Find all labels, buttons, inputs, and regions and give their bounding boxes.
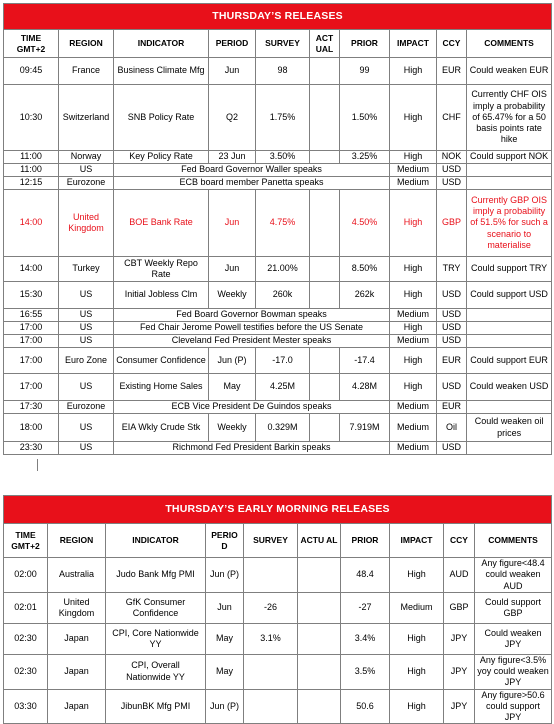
table-row <box>4 190 552 257</box>
thursday-releases-title: THURSDAY’S RELEASES <box>4 4 552 30</box>
cell-ccy: Oil <box>437 414 467 442</box>
table-row <box>4 257 552 282</box>
col-header-indicator: INDICATOR <box>114 30 209 58</box>
cell-impact: High <box>390 282 437 309</box>
col-header-actual: ACT UAL <box>310 30 340 58</box>
cell-region: US <box>59 309 114 322</box>
cell-impact: High <box>390 558 444 593</box>
cell-comments: Could weaken oil prices <box>467 414 552 442</box>
cell-time: 17:00 <box>4 335 59 348</box>
cell-indicator: SNB Policy Rate <box>114 85 209 151</box>
cell-indicator: CPI, Core Nationwide YY <box>106 623 206 654</box>
cell-indicator: BOE Bank Rate <box>114 190 209 257</box>
cell-survey <box>244 689 298 724</box>
col-header-survey: SURVEY <box>244 524 298 558</box>
cell-indicator: Business Climate Mfg <box>114 58 209 85</box>
cell-period: Jun <box>209 58 256 85</box>
cell-ccy: TRY <box>437 257 467 282</box>
cell-time: 02:30 <box>4 654 48 689</box>
cell-ccy: JPY <box>444 623 475 654</box>
cell-region: US <box>59 335 114 348</box>
cell-comments <box>467 164 552 177</box>
cell-time: 02:30 <box>4 623 48 654</box>
cell-comments: Could support USD <box>467 282 552 309</box>
cell-survey: 260k <box>256 282 310 309</box>
table-row <box>4 414 552 442</box>
cell-time: 17:30 <box>4 401 59 414</box>
cell-actual <box>310 282 340 309</box>
col-header-survey: SURVEY <box>256 30 310 58</box>
cell-actual <box>310 414 340 442</box>
col-header-comments: COMMENTS <box>475 524 552 558</box>
cell-period: Weekly <box>209 414 256 442</box>
cell-indicator: GfK Consumer Confidence <box>106 592 206 623</box>
cell-period: Jun (P) <box>209 348 256 374</box>
cell-impact: Medium <box>390 442 437 455</box>
cell-actual <box>298 558 341 593</box>
cell-prior: 48.4 <box>341 558 390 593</box>
table-row <box>4 442 552 455</box>
cell-event: Fed Board Governor Waller speaks <box>114 164 390 177</box>
cell-indicator: Key Policy Rate <box>114 151 209 164</box>
cell-actual <box>310 58 340 85</box>
table-row <box>4 558 552 593</box>
cell-region: US <box>59 322 114 335</box>
cell-comments <box>467 401 552 414</box>
col-header-period: PERIO D <box>206 524 244 558</box>
cell-comments: Any figure>50.6 could support JPY <box>475 689 552 724</box>
table-row <box>4 151 552 164</box>
col-header-prior: PRIOR <box>341 524 390 558</box>
cell-ccy: USD <box>437 322 467 335</box>
cell-region: US <box>59 442 114 455</box>
cell-indicator: Judo Bank Mfg PMI <box>106 558 206 593</box>
col-header-impact: IMPACT <box>390 30 437 58</box>
table-row <box>4 58 552 85</box>
cell-impact: High <box>390 322 437 335</box>
cell-period: Jun <box>209 190 256 257</box>
cell-impact: Medium <box>390 177 437 190</box>
cell-event: Fed Board Governor Bowman speaks <box>114 309 390 322</box>
cell-ccy: USD <box>437 164 467 177</box>
cell-prior: 1.50% <box>340 85 390 151</box>
cell-region: United Kingdom <box>59 190 114 257</box>
cell-region: France <box>59 58 114 85</box>
cell-ccy: CHF <box>437 85 467 151</box>
table-row <box>4 592 552 623</box>
cell-ccy: USD <box>437 442 467 455</box>
cell-impact: Medium <box>390 401 437 414</box>
cell-indicator: JibunBK Mfg PMI <box>106 689 206 724</box>
cell-ccy: GBP <box>444 592 475 623</box>
cell-actual <box>310 257 340 282</box>
cell-prior: 8.50% <box>340 257 390 282</box>
cell-comments: Any figure<48.4 could weaken AUD <box>475 558 552 593</box>
table-row <box>4 85 552 151</box>
table-row <box>4 401 552 414</box>
cell-ccy: USD <box>437 374 467 401</box>
cell-actual <box>298 689 341 724</box>
cell-impact: High <box>390 257 437 282</box>
cell-indicator: EIA Wkly Crude Stk <box>114 414 209 442</box>
cell-actual <box>298 654 341 689</box>
cell-survey: 21.00% <box>256 257 310 282</box>
cell-region: US <box>59 374 114 401</box>
cell-period: Weekly <box>209 282 256 309</box>
cell-prior: 3.5% <box>341 654 390 689</box>
cell-event: Richmond Fed President Barkin speaks <box>114 442 390 455</box>
cell-period: Q2 <box>209 85 256 151</box>
cell-comments: Could support EUR <box>467 348 552 374</box>
table-row <box>4 348 552 374</box>
cell-ccy: EUR <box>437 401 467 414</box>
cell-time: 10:30 <box>4 85 59 151</box>
cell-prior: 99 <box>340 58 390 85</box>
cell-comments <box>467 442 552 455</box>
cell-period: Jun (P) <box>206 558 244 593</box>
col-header-time: TIME GMT+2 <box>4 524 48 558</box>
col-header-ccy: CCY <box>437 30 467 58</box>
cell-region: Norway <box>59 151 114 164</box>
col-header-region: REGION <box>48 524 106 558</box>
cell-ccy: USD <box>437 177 467 190</box>
cell-period: Jun (P) <box>206 689 244 724</box>
cell-prior: 3.4% <box>341 623 390 654</box>
cell-indicator: Initial Jobless Clm <box>114 282 209 309</box>
cell-impact: Medium <box>390 309 437 322</box>
cell-ccy: USD <box>437 282 467 309</box>
cell-survey: 0.329M <box>256 414 310 442</box>
cell-comments: Currently GBP OIS imply a probability of 51.5% for such a scenario to materialise <box>467 190 552 257</box>
col-header-indicator: INDICATOR <box>106 524 206 558</box>
cell-ccy: EUR <box>437 348 467 374</box>
cell-time: 23:30 <box>4 442 59 455</box>
early-header-row <box>4 524 552 558</box>
cell-impact: High <box>390 348 437 374</box>
cell-comments: Any figure<3.5% yoy could weaken JPY <box>475 654 552 689</box>
cell-comments <box>467 322 552 335</box>
cell-impact: Medium <box>390 335 437 348</box>
cell-survey: 4.25M <box>256 374 310 401</box>
cell-time: 16:55 <box>4 309 59 322</box>
cell-time: 17:00 <box>4 348 59 374</box>
cell-region: United Kingdom <box>48 592 106 623</box>
cell-survey: 4.75% <box>256 190 310 257</box>
cell-ccy: GBP <box>437 190 467 257</box>
cell-impact: Medium <box>390 414 437 442</box>
col-header-period: PERIOD <box>209 30 256 58</box>
cell-indicator: CPI, Overall Nationwide YY <box>106 654 206 689</box>
cell-region: US <box>59 282 114 309</box>
cell-period: 23 Jun <box>209 151 256 164</box>
col-header-ccy: CCY <box>444 524 475 558</box>
cell-impact: High <box>390 654 444 689</box>
cell-event: Cleveland Fed President Mester speaks <box>114 335 390 348</box>
thursday-releases-table <box>3 3 552 455</box>
cell-region: US <box>59 164 114 177</box>
cell-survey: -26 <box>244 592 298 623</box>
cell-comments: Could weaken JPY <box>475 623 552 654</box>
cell-event: ECB board member Panetta speaks <box>114 177 390 190</box>
table-row <box>4 322 552 335</box>
thursday-header-row <box>4 30 552 58</box>
cell-prior: 3.25% <box>340 151 390 164</box>
cell-prior: -17.4 <box>340 348 390 374</box>
cell-survey: 98 <box>256 58 310 85</box>
cell-period: Jun <box>206 592 244 623</box>
cell-time: 17:00 <box>4 322 59 335</box>
cell-time: 02:01 <box>4 592 48 623</box>
cell-region: Japan <box>48 623 106 654</box>
col-header-impact: IMPACT <box>390 524 444 558</box>
table-row <box>4 335 552 348</box>
cell-indicator: Consumer Confidence <box>114 348 209 374</box>
col-header-prior: PRIOR <box>340 30 390 58</box>
cell-actual <box>298 623 341 654</box>
table-row <box>4 177 552 190</box>
cell-indicator: Existing Home Sales <box>114 374 209 401</box>
cell-time: 02:00 <box>4 558 48 593</box>
cell-region: Japan <box>48 689 106 724</box>
col-header-actual: ACTU AL <box>298 524 341 558</box>
col-header-time: TIME GMT+2 <box>4 30 59 58</box>
cell-period: May <box>206 623 244 654</box>
cell-impact: High <box>390 374 437 401</box>
cell-prior: 262k <box>340 282 390 309</box>
cell-time: 17:00 <box>4 374 59 401</box>
cell-impact: Medium <box>390 592 444 623</box>
cell-region: Eurozone <box>59 401 114 414</box>
cell-comments <box>467 335 552 348</box>
cell-comments: Could support GBP <box>475 592 552 623</box>
cell-time: 11:00 <box>4 164 59 177</box>
cell-region: Eurozone <box>59 177 114 190</box>
cell-comments <box>467 177 552 190</box>
cell-prior: -27 <box>341 592 390 623</box>
cell-ccy: USD <box>437 309 467 322</box>
table-row <box>4 282 552 309</box>
cell-time: 15:30 <box>4 282 59 309</box>
table-row <box>4 309 552 322</box>
cell-time: 14:00 <box>4 257 59 282</box>
cell-impact: Medium <box>390 164 437 177</box>
cell-border-fragment <box>37 459 38 471</box>
cell-region: Switzerland <box>59 85 114 151</box>
cell-time: 03:30 <box>4 689 48 724</box>
cell-survey: 3.50% <box>256 151 310 164</box>
cell-impact: High <box>390 85 437 151</box>
cell-time: 12:15 <box>4 177 59 190</box>
cell-ccy: JPY <box>444 689 475 724</box>
early-releases-title: THURSDAY’S EARLY MORNING RELEASES <box>4 496 552 524</box>
cell-actual <box>310 85 340 151</box>
cell-prior: 7.919M <box>340 414 390 442</box>
cell-region: Euro Zone <box>59 348 114 374</box>
cell-comments: Currently CHF OIS imply a probability of 65.47% for a 50 basis points rate hike <box>467 85 552 151</box>
cell-actual <box>310 374 340 401</box>
cell-region: Australia <box>48 558 106 593</box>
cell-prior: 4.50% <box>340 190 390 257</box>
cell-comments <box>467 309 552 322</box>
cell-time: 09:45 <box>4 58 59 85</box>
cell-survey: 3.1% <box>244 623 298 654</box>
cell-impact: High <box>390 623 444 654</box>
cell-time: 14:00 <box>4 190 59 257</box>
cell-ccy: EUR <box>437 58 467 85</box>
early-morning-releases-table <box>3 495 552 724</box>
cell-period: May <box>206 654 244 689</box>
cell-event: Fed Chair Jerome Powell testifies before the US Senate <box>114 322 390 335</box>
cell-actual <box>310 348 340 374</box>
cell-region: Japan <box>48 654 106 689</box>
cell-region: Turkey <box>59 257 114 282</box>
cell-actual <box>310 151 340 164</box>
cell-period: May <box>209 374 256 401</box>
cell-ccy: NOK <box>437 151 467 164</box>
cell-event: ECB Vice President De Guindos speaks <box>114 401 390 414</box>
cell-comments: Could weaken EUR <box>467 58 552 85</box>
cell-survey: -17.0 <box>256 348 310 374</box>
cell-ccy: AUD <box>444 558 475 593</box>
cell-indicator: CBT Weekly Repo Rate <box>114 257 209 282</box>
cell-period: Jun <box>209 257 256 282</box>
cell-region: US <box>59 414 114 442</box>
col-header-region: REGION <box>59 30 114 58</box>
cell-actual <box>310 190 340 257</box>
table-row <box>4 654 552 689</box>
cell-prior: 4.28M <box>340 374 390 401</box>
cell-ccy: USD <box>437 335 467 348</box>
cell-impact: High <box>390 58 437 85</box>
cell-survey <box>244 558 298 593</box>
table-row <box>4 689 552 724</box>
table-row <box>4 164 552 177</box>
cell-survey: 1.75% <box>256 85 310 151</box>
cell-comments: Could support NOK <box>467 151 552 164</box>
cell-comments: Could support TRY <box>467 257 552 282</box>
cell-impact: High <box>390 151 437 164</box>
cell-impact: High <box>390 190 437 257</box>
table-row <box>4 374 552 401</box>
table-row <box>4 623 552 654</box>
col-header-comments: COMMENTS <box>467 30 552 58</box>
cell-prior: 50.6 <box>341 689 390 724</box>
cell-survey <box>244 654 298 689</box>
cell-actual <box>298 592 341 623</box>
cell-impact: High <box>390 689 444 724</box>
cell-comments: Could weaken USD <box>467 374 552 401</box>
cell-time: 18:00 <box>4 414 59 442</box>
cell-time: 11:00 <box>4 151 59 164</box>
cell-ccy: JPY <box>444 654 475 689</box>
